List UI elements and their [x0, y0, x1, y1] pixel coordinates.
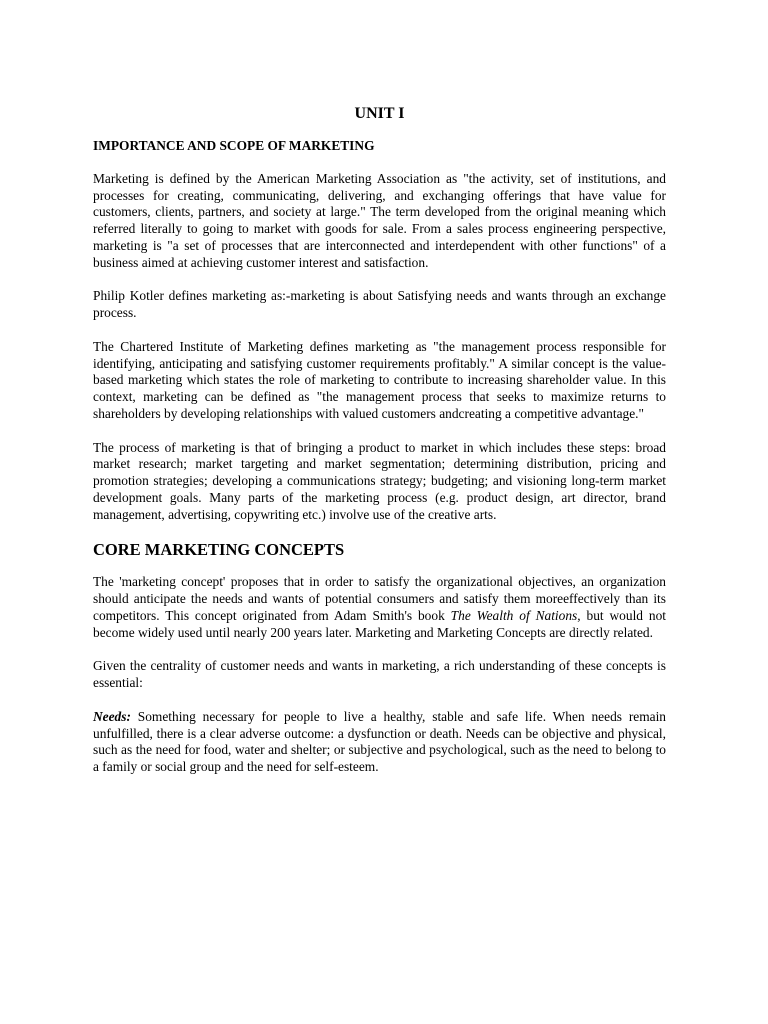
marketing-concept-text-start: The 'marketing concept' proposes that in order to satisfy the organizational objectives, an organization should anticipate the needs and wants of potential consumers and satisfy them moreeffectively than its competitors. This concept originated from Adam Smith's book — [93, 574, 666, 623]
section-title: IMPORTANCE AND SCOPE OF MARKETING — [93, 138, 375, 153]
paragraph-centrality: Given the centrality of customer needs and wants in marketing, a rich understanding of these concepts is essential: — [93, 658, 666, 691]
paragraph-ama-definition: Marketing is defined by the American Marketing Association as "the activity, set of institutions, and processes for creating, communicating, delivering, and exchanging offerings that have value for customers, clients, partners, and society at large." The term developed from the original meaning which referred literally to going to market with goods for sale. From a sales process engineering perspective, marketing is "a set of processes that are interconnected and interdependent with other functions" of a business aimed at achieving customer interest and satisfaction. — [93, 170, 666, 270]
needs-term: Needs: — [93, 708, 131, 724]
paragraph-needs — [93, 709, 666, 776]
paragraph-marketing-process: The process of marketing is that of bringing a product to market in which includes these steps: broad market research; market targeting and market segmentation; determining distribution, pricing and promotion strategies; developing a communications strategy; budgeting; and visioning long-term market development goals. Many parts of the marketing process (e.g. product design, art director, brand management, advertising, copywriting etc.) involve use of the creative arts. — [93, 439, 666, 522]
paragraph-marketing-concept — [93, 574, 666, 641]
needs-definition: Something necessary for people to live a healthy, stable and safe life. When needs remain unfulfilled, there is a clear adverse outcome: a dysfunction or death. Needs can be objective and physical, such as the need for food, water and shelter; or subjective and psychological, such as the need to belong to a family or social group and the need for self-esteem. — [93, 708, 666, 775]
paragraph-kotler-definition: Philip Kotler defines marketing as:-marketing is about Satisfying needs and wants through an exchange process. — [93, 288, 666, 321]
paragraph-cim-definition: The Chartered Institute of Marketing defines marketing as "the management process responsible for identifying, anticipating and satisfying customer requirements profitably." A similar concept is the value-based marketing which states the role of marketing to contribute to increasing shareholder value. In this context, marketing can be defined as "the management process that seeks to maximize returns to shareholders by developing relationships with valued customers andcreating a competitive advantage." — [93, 338, 666, 421]
marketing-concept-text-end: , but would not become widely used until nearly 200 years later. Marketing and Marketing Concepts are directly related. — [93, 607, 666, 640]
unit-title: UNIT I — [354, 105, 405, 122]
core-concepts-heading: CORE MARKETING CONCEPTS — [93, 540, 345, 560]
document-page — [93, 104, 666, 793]
book-title: The Wealth of Nations — [450, 607, 578, 623]
